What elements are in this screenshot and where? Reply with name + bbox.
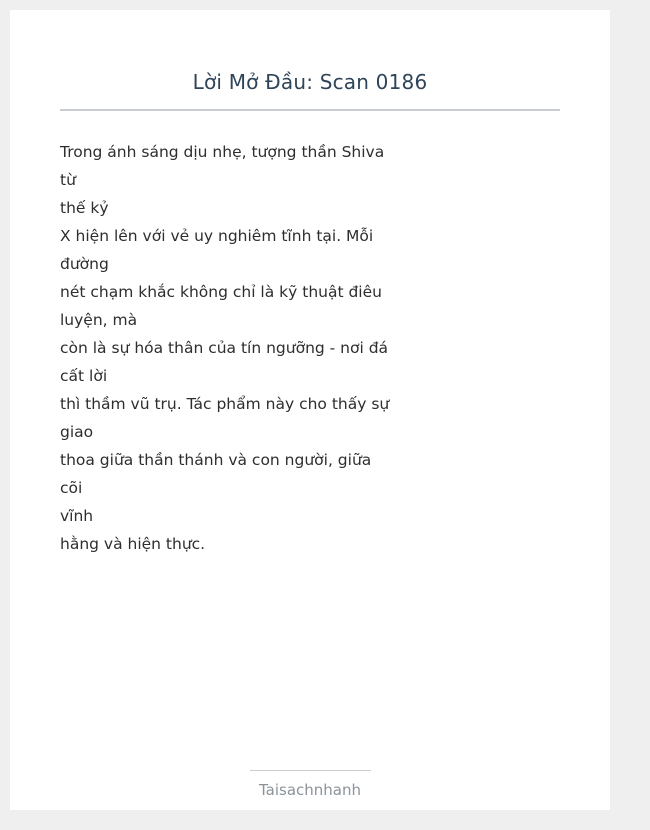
body-line: thoa giữa thần thánh và con người, giữa cõi xyxy=(60,451,372,497)
body-line: nét chạm khắc không chỉ là kỹ thuật điêu xyxy=(60,283,382,301)
footer-divider xyxy=(250,770,371,771)
body-line: đường xyxy=(60,255,109,273)
footer-publisher: Taisachnhanh xyxy=(258,781,362,799)
body-line: hằng và hiện thực. xyxy=(60,535,206,553)
body-paragraph xyxy=(60,138,390,558)
document-page xyxy=(10,10,610,810)
body-line: giao xyxy=(60,423,94,441)
body-line: thế kỷ xyxy=(60,199,109,217)
body-line: cất lời xyxy=(60,367,108,385)
body-line: còn là sự hóa thân của tín ngưỡng - nơi đá xyxy=(60,339,389,357)
title-divider xyxy=(60,109,560,111)
body-line: luyện, mà xyxy=(60,311,138,329)
body-line: X hiện lên với vẻ uy nghiêm tĩnh tại. Mỗi xyxy=(60,227,374,245)
body-line: thì thầm vũ trụ. Tác phẩm này cho thấy sự xyxy=(60,395,390,413)
body-line: Trong ánh sáng dịu nhẹ, tượng thần Shiva từ xyxy=(60,143,385,189)
page-title: Lời Mở Đầu: Scan 0186 xyxy=(192,70,428,94)
body-line: vĩnh xyxy=(60,507,94,525)
